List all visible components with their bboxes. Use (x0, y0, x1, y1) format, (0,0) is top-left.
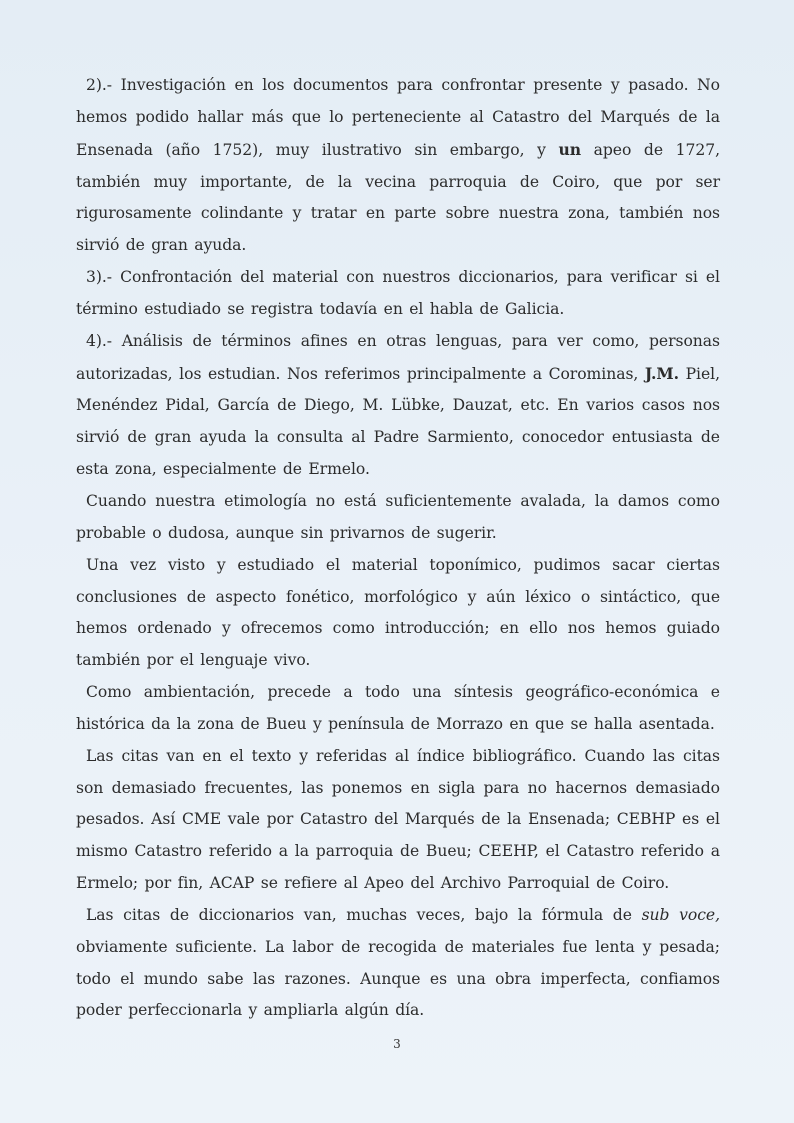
paragraph-conclusions: Una vez visto y estudiado el material toponímico, pudimos sacar ciertas conclusiones de aspecto fonético, morfológico y aún léxico o sintáctico, que hemos ordenado y ofrecemos como introducción; en ello nos hemos guiado también por el lenguaje vivo. (76, 555, 720, 670)
paragraph-step-4 (76, 326, 720, 486)
paragraph-ambientacion: Como ambientación, precede a todo una síntesis geográfico-económica e histórica da la zona de Bueu y península de Morrazo en que se halla asentada. (76, 683, 720, 733)
bold-word: un (558, 139, 582, 159)
paragraph-citas: Las citas van en el texto y referidas al índice bibliográfico. Cuando las citas son demasiado frecuentes, las ponemos en sigla para no hacernos demasiado pesados. Así CME vale por Catastro del Marqués de la Ensenada; CEBHP es el mismo Catastro referido a la parroquia de Bueu; CEEHP, el Catastro referido a Ermelo; por fin, ACAP se refiere al Apeo del Archivo Parroquial de Coiro. (76, 746, 720, 893)
paragraph-text: obviamente suficiente. La labor de recogida de materiales fue lenta y pesada; todo el mundo sabe las razones. Aunque es una obra imperfecta, confiamos poder perfeccionarla y ampliarla algún día. (76, 937, 720, 1020)
italic-phrase: sub voce, (641, 905, 720, 924)
paragraph-step-3: 3).- Confrontación del material con nuestros diccionarios, para verificar si el término estudiado se registra todavía en el habla de Galicia. (76, 268, 720, 318)
paragraph-etymology: Cuando nuestra etimología no está suficientemente avalada, la damos como probable o dudosa, aunque sin privarnos de sugerir. (76, 491, 720, 542)
bold-initials: J.M. (644, 363, 680, 383)
paragraph-text: 4).- Análisis de términos afines en otras lenguas, para ver como, personas autorizadas, los estudian. Nos referimos principalmente a Corominas, (76, 331, 720, 383)
page-number: 3 (393, 1037, 401, 1051)
paragraph-text: 2).- Investigación en los documentos para confrontar presente y pasado. No hemos podido hallar más que lo perteneciente al Catastro del Marqués de la Ensenada (año 1752), muy ilustrativo sin embargo, y (76, 76, 720, 159)
paragraph-text: Piel, Menéndez Pidal, García de Diego, M. Lübke, Dauzat, etc. En varios casos nos sirvió de gran ayuda la consulta al Padre Sarmiento, conocedor entusiasta de esta zona, especialmente de Ermelo. (76, 364, 721, 479)
document-body (76, 70, 720, 1027)
paragraph-text: apeo de 1727, también muy importante, de la vecina parroquia de Coiro, que por ser rigurosamente colindante y tratar en parte sobre nuestra zona, también nos sirvió de gran ayuda. (76, 140, 721, 255)
paragraph-diccionarios (76, 900, 720, 1027)
paragraph-text: Las citas de diccionarios van, muchas veces, bajo la fórmula de (86, 905, 642, 924)
paragraph-step-2 (76, 70, 720, 262)
